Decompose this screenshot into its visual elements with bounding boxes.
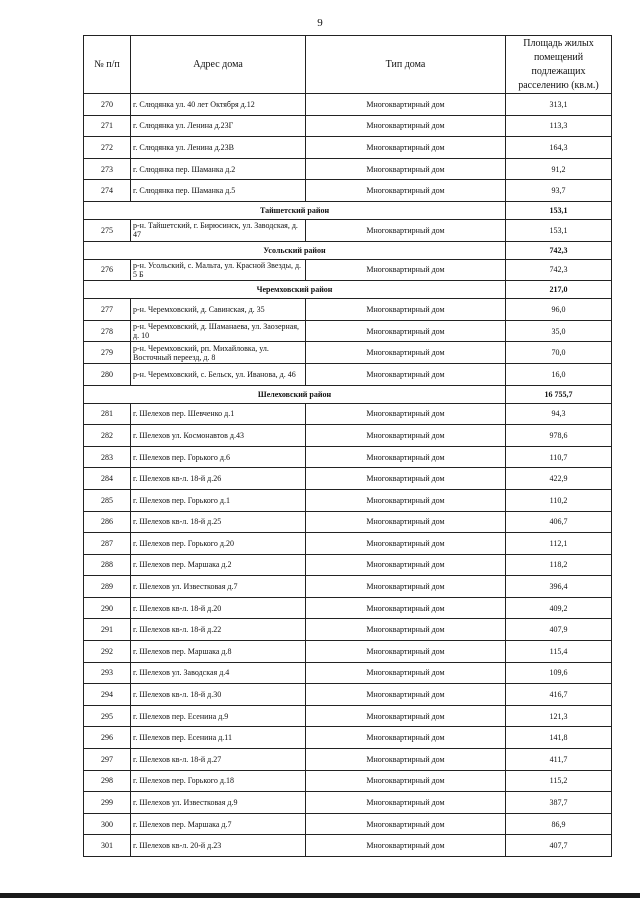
cell-type: Многоквартирный дом: [306, 342, 506, 364]
table-row: [84, 115, 612, 137]
cell-num: 275: [84, 219, 131, 241]
table-row: [84, 425, 612, 447]
cell-address: г. Шелехов кв-л. 18-й д.27: [131, 749, 306, 771]
cell-type: Многоквартирный дом: [306, 137, 506, 159]
cell-type: Многоквартирный дом: [306, 489, 506, 511]
cell-area: 113,3: [506, 115, 612, 137]
table-row: [84, 363, 612, 385]
cell-address: г. Шелехов кв-л. 18-й д.20: [131, 597, 306, 619]
cell-num: 279: [84, 342, 131, 364]
cell-type: Многоквартирный дом: [306, 662, 506, 684]
cell-area: 110,2: [506, 489, 612, 511]
cell-address: г. Шелехов кв-л. 18-й д.22: [131, 619, 306, 641]
resettlement-table: [83, 35, 612, 857]
cell-address: р-н. Усольский, с. Мальта, ул. Красной Звезды, д. 5 Б: [131, 259, 306, 281]
cell-address: г. Шелехов пер. Маршака д.2: [131, 554, 306, 576]
cell-area: 164,3: [506, 137, 612, 159]
table-row: [84, 662, 612, 684]
cell-num: 284: [84, 468, 131, 490]
cell-num: 270: [84, 94, 131, 116]
table-row: [84, 792, 612, 814]
cell-num: 290: [84, 597, 131, 619]
table-row: [84, 813, 612, 835]
region-subtotal-row: [84, 385, 612, 403]
table-row: [84, 727, 612, 749]
region-name: Черемховский район: [84, 281, 506, 299]
table-row: [84, 597, 612, 619]
cell-type: Многоквартирный дом: [306, 835, 506, 857]
cell-address: г. Шелехов пер. Маршака д.8: [131, 641, 306, 663]
header-type: Тип дома: [306, 36, 506, 94]
cell-area: 86,9: [506, 813, 612, 835]
cell-address: г. Шелехов пер. Есенина д.11: [131, 727, 306, 749]
table-row: [84, 835, 612, 857]
cell-num: 277: [84, 299, 131, 321]
cell-area: 121,3: [506, 705, 612, 727]
cell-area: 112,1: [506, 533, 612, 555]
cell-area: 93,7: [506, 180, 612, 202]
cell-address: г. Шелехов кв-л. 20-й д.23: [131, 835, 306, 857]
cell-address: г. Шелехов пер. Горького д.6: [131, 446, 306, 468]
cell-area: 407,7: [506, 835, 612, 857]
cell-address: р-н. Тайшетский, г. Бирюсинск, ул. Заводская, д. 47: [131, 219, 306, 241]
cell-area: 94,3: [506, 403, 612, 425]
cell-address: г. Шелехов пер. Маршака д.7: [131, 813, 306, 835]
table-row: [84, 641, 612, 663]
table-row: [84, 259, 612, 281]
cell-type: Многоквартирный дом: [306, 813, 506, 835]
cell-address: г. Шелехов кв-л. 18-й д.25: [131, 511, 306, 533]
cell-num: 298: [84, 770, 131, 792]
table-row: [84, 137, 612, 159]
cell-type: Многоквартирный дом: [306, 641, 506, 663]
cell-type: Многоквартирный дом: [306, 299, 506, 321]
cell-area: 70,0: [506, 342, 612, 364]
table-row: [84, 446, 612, 468]
scan-edge-bar: [0, 893, 640, 898]
cell-type: Многоквартирный дом: [306, 597, 506, 619]
region-area: 217,0: [506, 281, 612, 299]
cell-address: г. Шелехов кв-л. 18-й д.30: [131, 684, 306, 706]
cell-num: 291: [84, 619, 131, 641]
cell-area: 91,2: [506, 158, 612, 180]
cell-address: р-н. Черемховский, д. Савинская, д. 35: [131, 299, 306, 321]
cell-type: Многоквартирный дом: [306, 684, 506, 706]
region-subtotal-row: [84, 281, 612, 299]
cell-area: 978,6: [506, 425, 612, 447]
table-row: [84, 511, 612, 533]
cell-type: Многоквартирный дом: [306, 425, 506, 447]
cell-area: 409,2: [506, 597, 612, 619]
region-name: Тайшетский район: [84, 201, 506, 219]
cell-num: 299: [84, 792, 131, 814]
cell-area: 35,0: [506, 320, 612, 342]
cell-type: Многоквартирный дом: [306, 749, 506, 771]
cell-area: 118,2: [506, 554, 612, 576]
cell-num: 296: [84, 727, 131, 749]
cell-type: Многоквартирный дом: [306, 554, 506, 576]
cell-address: г. Слюдянка ул. 40 лет Октября д.12: [131, 94, 306, 116]
cell-num: 294: [84, 684, 131, 706]
cell-type: Многоквартирный дом: [306, 403, 506, 425]
table-row: [84, 554, 612, 576]
table-body: [84, 94, 612, 857]
cell-address: г. Шелехов пер. Горького д.1: [131, 489, 306, 511]
cell-num: 287: [84, 533, 131, 555]
cell-area: 109,6: [506, 662, 612, 684]
cell-num: 283: [84, 446, 131, 468]
cell-type: Многоквартирный дом: [306, 259, 506, 281]
region-subtotal-row: [84, 201, 612, 219]
cell-address: г. Шелехов пер. Горького д.18: [131, 770, 306, 792]
cell-address: г. Слюдянка ул. Ленина д.23В: [131, 137, 306, 159]
cell-address: г. Шелехов ул. Известковая д.7: [131, 576, 306, 598]
cell-area: 16,0: [506, 363, 612, 385]
cell-area: 422,9: [506, 468, 612, 490]
region-area: 742,3: [506, 241, 612, 259]
header-area: Площадь жилых помещений подлежащих расселению (кв.м.): [506, 36, 612, 94]
cell-area: 742,3: [506, 259, 612, 281]
cell-type: Многоквартирный дом: [306, 320, 506, 342]
table-row: [84, 705, 612, 727]
cell-num: 281: [84, 403, 131, 425]
cell-address: р-н. Черемховский, с. Бельск, ул. Иванова, д. 46: [131, 363, 306, 385]
cell-address: г. Слюдянка пер. Шаманка д.2: [131, 158, 306, 180]
cell-num: 289: [84, 576, 131, 598]
table-row: [84, 403, 612, 425]
cell-area: 313,1: [506, 94, 612, 116]
cell-area: 396,4: [506, 576, 612, 598]
cell-num: 286: [84, 511, 131, 533]
table-row: [84, 619, 612, 641]
cell-type: Многоквартирный дом: [306, 219, 506, 241]
cell-area: 96,0: [506, 299, 612, 321]
cell-type: Многоквартирный дом: [306, 576, 506, 598]
table-row: [84, 320, 612, 342]
cell-address: г. Слюдянка ул. Ленина д.23Г: [131, 115, 306, 137]
region-area: 153,1: [506, 201, 612, 219]
cell-area: 411,7: [506, 749, 612, 771]
cell-num: 280: [84, 363, 131, 385]
table-row: [84, 468, 612, 490]
table-row: [84, 770, 612, 792]
cell-num: 297: [84, 749, 131, 771]
cell-num: 295: [84, 705, 131, 727]
cell-address: г. Шелехов кв-л. 18-й д.26: [131, 468, 306, 490]
cell-type: Многоквартирный дом: [306, 446, 506, 468]
cell-type: Многоквартирный дом: [306, 619, 506, 641]
cell-address: г. Шелехов пер. Шевченко д.1: [131, 403, 306, 425]
table-row: [84, 158, 612, 180]
cell-area: 110,7: [506, 446, 612, 468]
cell-area: 141,8: [506, 727, 612, 749]
table-row: [84, 219, 612, 241]
cell-address: г. Шелехов ул. Космонавтов д.43: [131, 425, 306, 447]
header-num: № п/п: [84, 36, 131, 94]
cell-type: Многоквартирный дом: [306, 533, 506, 555]
cell-num: 278: [84, 320, 131, 342]
cell-num: 288: [84, 554, 131, 576]
cell-num: 293: [84, 662, 131, 684]
cell-num: 274: [84, 180, 131, 202]
cell-num: 301: [84, 835, 131, 857]
cell-type: Многоквартирный дом: [306, 158, 506, 180]
cell-address: г. Шелехов ул. Известковая д.9: [131, 792, 306, 814]
header-address: Адрес дома: [131, 36, 306, 94]
cell-address: р-н. Черемховский, рп. Михайловка, ул. Восточный переезд, д. 8: [131, 342, 306, 364]
cell-area: 387,7: [506, 792, 612, 814]
table-row: [84, 533, 612, 555]
cell-area: 115,2: [506, 770, 612, 792]
cell-address: г. Шелехов ул. Заводская д.4: [131, 662, 306, 684]
cell-area: 153,1: [506, 219, 612, 241]
cell-num: 282: [84, 425, 131, 447]
table-row: [84, 94, 612, 116]
cell-type: Многоквартирный дом: [306, 792, 506, 814]
cell-address: г. Слюдянка пер. Шаманка д.5: [131, 180, 306, 202]
cell-num: 285: [84, 489, 131, 511]
cell-address: г. Шелехов пер. Есенина д.9: [131, 705, 306, 727]
table-row: [84, 180, 612, 202]
cell-type: Многоквартирный дом: [306, 180, 506, 202]
region-area: 16 755,7: [506, 385, 612, 403]
table-row: [84, 576, 612, 598]
table-row: [84, 299, 612, 321]
cell-area: 407,9: [506, 619, 612, 641]
cell-num: 272: [84, 137, 131, 159]
cell-address: г. Шелехов пер. Горького д.20: [131, 533, 306, 555]
cell-type: Многоквартирный дом: [306, 511, 506, 533]
table-row: [84, 489, 612, 511]
region-name: Шелеховский район: [84, 385, 506, 403]
cell-type: Многоквартирный дом: [306, 468, 506, 490]
cell-num: 292: [84, 641, 131, 663]
cell-area: 416,7: [506, 684, 612, 706]
cell-type: Многоквартирный дом: [306, 363, 506, 385]
table-row: [84, 749, 612, 771]
table-row: [84, 342, 612, 364]
cell-type: Многоквартирный дом: [306, 94, 506, 116]
cell-area: 115,4: [506, 641, 612, 663]
cell-type: Многоквартирный дом: [306, 727, 506, 749]
cell-num: 300: [84, 813, 131, 835]
cell-area: 406,7: [506, 511, 612, 533]
page-number: 9: [317, 17, 323, 29]
table-header-row: [84, 36, 612, 94]
region-name: Усольский район: [84, 241, 506, 259]
cell-type: Многоквартирный дом: [306, 115, 506, 137]
cell-num: 271: [84, 115, 131, 137]
cell-num: 273: [84, 158, 131, 180]
cell-type: Многоквартирный дом: [306, 770, 506, 792]
table-row: [84, 684, 612, 706]
region-subtotal-row: [84, 241, 612, 259]
cell-address: р-н. Черемховский, д. Шаманаева, ул. Заозерная, д. 10: [131, 320, 306, 342]
cell-num: 276: [84, 259, 131, 281]
cell-type: Многоквартирный дом: [306, 705, 506, 727]
